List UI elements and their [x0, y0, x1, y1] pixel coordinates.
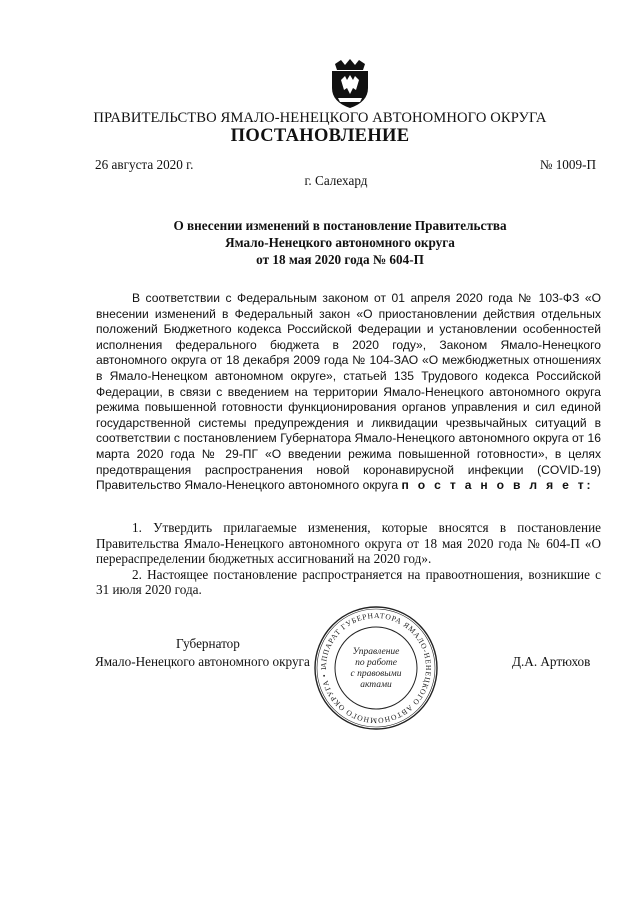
- signatory-position: Губернатор: [176, 636, 240, 651]
- stamp-ring-text: АППАРАТ ГУБЕРНАТОРА ЯМАЛО-НЕНЕЦКОГО АВТОНОМНОГО ОКРУГА • 1: [318, 610, 434, 726]
- coat-of-arms-emblem: [327, 58, 373, 110]
- title-line: Ямало-Ненецкого автономного округа: [225, 235, 455, 250]
- signatory-name: Д.А. Артюхов: [512, 654, 591, 669]
- document-type: ПОСТАНОВЛЕНИЕ: [230, 126, 410, 146]
- official-stamp: [312, 604, 440, 732]
- stamp-center-line: с правовыми: [350, 669, 402, 679]
- stamp-center-line: Управление: [352, 647, 400, 657]
- document-city: г. Салехард: [304, 173, 368, 188]
- resolution-item: 2. Настоящее постановление распространяется на правоотношения, возникшие с 31 июля 2020 года.: [96, 566, 601, 598]
- signatory-organization: Ямало-Ненецкого автономного округа: [95, 654, 310, 669]
- document-date: 26 августа 2020 г.: [95, 157, 194, 172]
- title-line: от 18 мая 2020 года № 604-П: [256, 252, 424, 267]
- document-title: [0, 217, 640, 268]
- resolution-item: 1. Утвердить прилагаемые изменения, которые вносятся в постановление Правительства Ямало-Ненецкого автономного округа от 18 мая 2020 года № 604-П «О перераспределении бюджетных ассигнований на 2020 год».: [96, 520, 601, 567]
- preamble: [96, 291, 601, 494]
- stamp-center-line: актами: [360, 680, 392, 690]
- resolution-items: [96, 520, 601, 598]
- resolves-keyword: п о с т а н о в л я е т:: [401, 478, 594, 493]
- government-name: ПРАВИТЕЛЬСТВО ЯМАЛО-НЕНЕЦКОГО АВТОНОМНОГО ОКРУГА: [93, 110, 547, 126]
- stamp-center-line: по работе: [355, 658, 397, 668]
- document-number: № 1009-П: [539, 157, 596, 172]
- title-line: О внесении изменений в постановление Правительства: [173, 218, 507, 233]
- preamble-text: В соответствии с Федеральным законом от 01 апреля 2020 года № 103-ФЗ «О внесении изменений в Федеральный закон «О приостановлении действия отдельных положений Бюджетного кодекса Российской Федерации и установлении особенностей исполнения федерального бюджета в 2020 году», Законом Ямало-Ненецкого автономного округа от 18 декабря 2009 года № 104-ЗАО «О межбюджетных отношениях в Ямало-Ненецком автономном округе», статьей 135 Трудового кодекса Российской Федерации, в связи с введением на территории Ямало-Ненецкого автономного округа режима повышенной готовности функционирования органов управления и сил единой государственной системы предупреждения и ликвидации чрезвычайных ситуаций в соответствии с постановлением Губернатора Ямало-Ненецкого автономного округа от 16 марта 2020 года № 29-ПГ «О введении режима повышенной готовности», в целях предотвращения распространения новой коронавирусной инфекции (COVID-19) Правительство Ямало-Ненецкого автономного округа: [96, 291, 601, 493]
